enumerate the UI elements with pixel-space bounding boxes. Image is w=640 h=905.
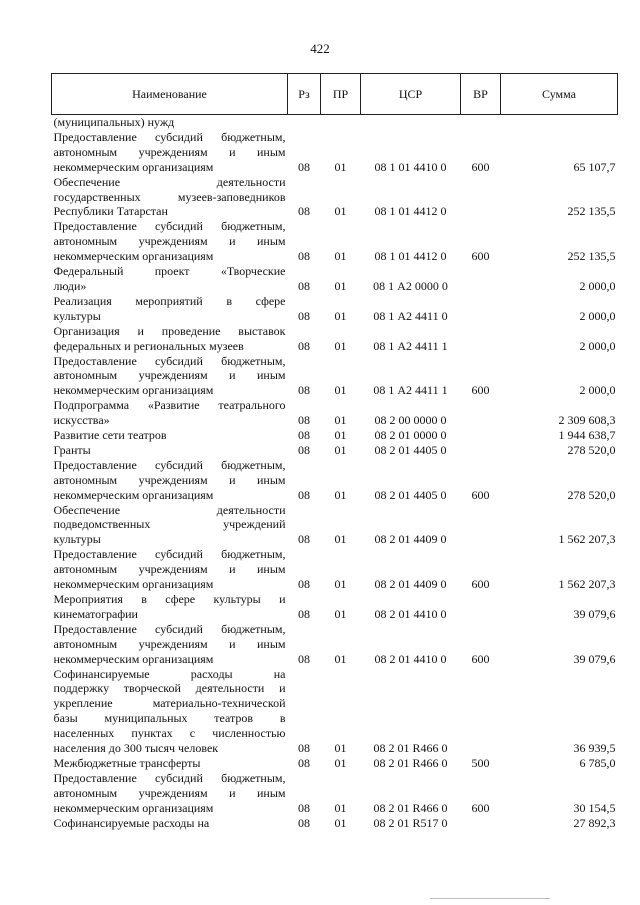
row-name: [52, 816, 288, 831]
row-sum: 278 520,0: [567, 487, 616, 502]
header-row: [52, 74, 618, 115]
row-name-line: Предоставление субсидий бюджетным,: [53, 129, 286, 144]
row-name-line: некоммерческим организациям: [53, 383, 214, 398]
table-row: [52, 130, 618, 175]
row-rz: 08: [298, 606, 310, 621]
row-vr: [461, 428, 501, 443]
row-name-line: искусства»: [53, 413, 110, 428]
row-sum: 1 944 638,7: [558, 428, 616, 443]
table-row: [52, 354, 618, 399]
row-rz: 08: [298, 651, 310, 666]
row-sum: 6 785,0: [579, 755, 616, 770]
table-row: [52, 219, 618, 264]
row-rz: 08: [298, 532, 310, 547]
row-name-line: Обеспечение деятельности: [53, 174, 286, 189]
row-pr: [321, 115, 361, 130]
row-name-line: Обеспечение деятельности: [53, 502, 286, 517]
row-name-line: Подпрограмма «Развитие театрального: [53, 398, 286, 413]
row-name: [52, 219, 288, 264]
row-name: [52, 130, 288, 175]
row-sum: 252 135,5: [567, 249, 616, 264]
row-pr: 01: [334, 428, 347, 443]
row-csr: 08 2 01 4405 0: [374, 487, 447, 502]
table-row: [52, 503, 618, 548]
table-row: [52, 622, 618, 667]
table-row: [52, 324, 618, 354]
row-name-line: некоммерческим организациям: [53, 249, 214, 264]
row-pr: 01: [334, 606, 347, 621]
row-name-line: Предоставление субсидий бюджетным,: [53, 621, 286, 636]
row-sum: [501, 115, 618, 130]
header-pr: ПР: [321, 74, 361, 115]
row-vr: 600: [471, 249, 490, 264]
row-rz: 08: [298, 413, 310, 428]
row-name-line: Федеральный проект «Творческие: [53, 264, 286, 279]
row-rz: 08: [298, 741, 310, 756]
row-name: [52, 264, 288, 294]
row-csr: 08 2 01 R517 0: [373, 815, 448, 830]
row-vr: 600: [471, 383, 490, 398]
row-pr: 01: [334, 755, 347, 770]
row-name-line: Межбюджетные трансферты: [53, 755, 201, 770]
row-name-line: населения до 300 тысяч человек: [53, 741, 219, 756]
row-name-line: кинематографии: [53, 606, 138, 621]
row-sum: 252 135,5: [567, 204, 616, 219]
row-pr: 01: [334, 577, 347, 592]
header-sum: Сумма: [501, 74, 618, 115]
row-pr: 01: [334, 800, 347, 815]
row-sum: 1 562 207,3: [558, 532, 616, 547]
row-sum: 39 079,6: [573, 606, 616, 621]
row-name-line: автономным учреждениям и иным: [53, 144, 286, 159]
row-name-line: Развитие сети театров: [53, 428, 167, 443]
row-name-line: (муниципальных) нужд: [53, 115, 175, 129]
header-csr: ЦСР: [361, 74, 461, 115]
row-name-line: Предоставление субсидий бюджетным,: [53, 219, 286, 234]
row-sum: 39 079,6: [573, 651, 616, 666]
row-csr: 08 1 01 4410 0: [374, 159, 447, 174]
row-pr: 01: [334, 651, 347, 666]
row-name-line: государственных музеев-заповедников: [53, 189, 286, 204]
row-name: [52, 324, 288, 354]
row-sum: 2 000,0: [579, 278, 616, 293]
table-row: [52, 115, 618, 130]
row-name: [52, 443, 288, 458]
row-name-line: федеральных и региональных музеев: [53, 338, 244, 353]
header-name: Наименование: [52, 74, 288, 115]
row-pr: 01: [334, 413, 347, 428]
row-rz: 08: [298, 815, 310, 830]
row-name: [52, 756, 288, 771]
row-csr: 08 2 01 R466 0: [373, 800, 448, 815]
table-row: [52, 458, 618, 503]
row-csr: 08 1 А2 0000 0: [373, 278, 448, 293]
row-vr: [461, 667, 501, 756]
row-vr: 600: [471, 159, 490, 174]
row-csr: 08 2 01 0000 0: [374, 428, 447, 443]
row-name-line: некоммерческим организациям: [53, 487, 214, 502]
table-body: [52, 115, 618, 831]
row-name-line: Республики Татарстан: [53, 204, 168, 219]
row-vr: [461, 115, 501, 130]
row-name-line: некоммерческим организациям: [53, 800, 214, 815]
row-sum: 2 309 608,3: [558, 413, 616, 428]
row-name-line: автономным учреждениям и иным: [53, 562, 286, 577]
row-csr: 08 2 01 4409 0: [374, 577, 447, 592]
row-rz: 08: [298, 278, 310, 293]
row-vr: [461, 264, 501, 294]
row-name-line: некоммерческим организациям: [53, 651, 214, 666]
row-name-line: Софинансируемые расходы на: [53, 815, 210, 830]
row-name: [52, 622, 288, 667]
row-sum: 36 939,5: [573, 741, 616, 756]
table-row: [52, 667, 618, 756]
row-rz: 08: [298, 159, 310, 174]
page-number: 422: [310, 41, 330, 56]
row-pr: 01: [334, 249, 347, 264]
row-name: [52, 503, 288, 548]
row-vr: [461, 816, 501, 831]
row-name: [52, 115, 288, 130]
row-csr: 08 1 01 4412 0: [374, 249, 447, 264]
row-pr: 01: [334, 487, 347, 502]
row-sum: 65 107,7: [573, 159, 616, 174]
row-name-line: укрепление материально-технической: [53, 696, 286, 711]
row-name: [52, 175, 288, 220]
row-pr: 01: [334, 278, 347, 293]
row-name-line: поддержку творческой деятельности и: [53, 681, 286, 696]
row-name-line: автономным учреждениям и иным: [53, 785, 286, 800]
row-name-line: Предоставление субсидий бюджетным,: [53, 353, 286, 368]
row-name: [52, 354, 288, 399]
row-name-line: Предоставление субсидий бюджетным,: [53, 457, 286, 472]
row-name: [52, 547, 288, 592]
row-csr: 08 2 01 4410 0: [374, 606, 447, 621]
row-pr: 01: [334, 159, 347, 174]
row-rz: [288, 115, 321, 130]
row-csr: 08 2 01 4410 0: [374, 651, 447, 666]
row-pr: 01: [334, 383, 347, 398]
row-name: [52, 398, 288, 428]
table-row: [52, 816, 618, 831]
table-row: [52, 175, 618, 220]
table-row: [52, 443, 618, 458]
row-csr: 08 1 А2 4411 1: [373, 338, 448, 353]
row-csr: 08 2 01 4405 0: [374, 442, 447, 457]
row-sum: 2 000,0: [579, 383, 616, 398]
row-rz: 08: [298, 249, 310, 264]
row-sum: 278 520,0: [567, 442, 616, 457]
row-name-line: Мероприятия в сфере культуры и: [53, 592, 286, 606]
row-sum: 27 892,3: [573, 815, 616, 830]
row-name: [52, 428, 288, 443]
row-name-line: Реализация мероприятий в сфере: [53, 293, 286, 308]
table-row: [52, 547, 618, 592]
row-name-line: Предоставление субсидий бюджетным,: [53, 770, 286, 785]
table-row: [52, 756, 618, 771]
row-name-line: Организация и проведение выставок: [53, 323, 286, 338]
table-row: [52, 294, 618, 324]
row-vr: [461, 503, 501, 548]
header-vr: ВР: [461, 74, 501, 115]
row-rz: 08: [298, 487, 310, 502]
row-vr: 600: [471, 577, 490, 592]
row-name-line: автономным учреждениям и иным: [53, 472, 286, 487]
footer-line: [430, 898, 550, 899]
row-name: [52, 458, 288, 503]
row-csr: 08 1 А2 4411 1: [373, 383, 448, 398]
row-rz: 08: [298, 308, 310, 323]
row-csr: 08 1 01 4412 0: [374, 204, 447, 219]
row-rz: 08: [298, 338, 310, 353]
table-row: [52, 398, 618, 428]
budget-table: [51, 73, 618, 831]
row-name-line: Предоставление субсидий бюджетным,: [53, 547, 286, 562]
row-rz: 08: [298, 755, 310, 770]
row-sum: 2 000,0: [579, 308, 616, 323]
row-vr: [461, 175, 501, 220]
row-pr: 01: [334, 442, 347, 457]
table-row: [52, 592, 618, 622]
row-sum: 1 562 207,3: [558, 577, 616, 592]
row-vr: 600: [471, 800, 490, 815]
row-vr: 500: [471, 755, 490, 770]
row-name: [52, 592, 288, 622]
row-pr: 01: [334, 532, 347, 547]
row-name-line: автономным учреждениям и иным: [53, 234, 286, 249]
row-sum: 2 000,0: [579, 338, 616, 353]
row-rz: 08: [298, 442, 310, 457]
row-vr: [461, 324, 501, 354]
row-name-line: некоммерческим организациям: [53, 159, 214, 174]
row-name-line: некоммерческим организациям: [53, 577, 214, 592]
row-vr: 600: [471, 487, 490, 502]
row-rz: 08: [298, 383, 310, 398]
row-vr: [461, 443, 501, 458]
row-pr: 01: [334, 338, 347, 353]
row-name-line: люди»: [53, 278, 87, 293]
table-row: [52, 428, 618, 443]
row-pr: 01: [334, 815, 347, 830]
row-csr: 08 1 А2 4411 0: [373, 308, 448, 323]
row-name-line: автономным учреждениям и иным: [53, 636, 286, 651]
table-row: [52, 771, 618, 816]
row-vr: [461, 592, 501, 622]
row-name-line: Софинансируемые расходы на: [53, 666, 286, 681]
row-vr: [461, 398, 501, 428]
row-csr: [361, 115, 461, 130]
row-pr: 01: [334, 308, 347, 323]
row-csr: 08 2 01 4409 0: [374, 532, 447, 547]
row-name-line: базы муниципальных театров в: [53, 711, 286, 726]
row-csr: 08 2 00 0000 0: [374, 413, 447, 428]
row-name: [52, 771, 288, 816]
row-rz: 08: [298, 204, 310, 219]
row-name-line: автономным учреждениям и иным: [53, 368, 286, 383]
row-pr: 01: [334, 204, 347, 219]
row-pr: 01: [334, 741, 347, 756]
row-name-line: культуры: [53, 308, 101, 323]
row-name: [52, 667, 288, 756]
row-name: [52, 294, 288, 324]
table-header: [52, 74, 618, 115]
row-name-line: подведомственных учреждений: [53, 517, 286, 532]
row-csr: 08 2 01 R466 0: [373, 755, 448, 770]
table-row: [52, 264, 618, 294]
row-name-line: культуры: [53, 532, 101, 547]
row-vr: 600: [471, 651, 490, 666]
row-name-line: населенных пунктах с численностью: [53, 726, 286, 741]
row-csr: 08 2 01 R466 0: [373, 741, 448, 756]
header-rz: Рз: [288, 74, 321, 115]
row-rz: 08: [298, 577, 310, 592]
row-name-line: Гранты: [53, 442, 91, 457]
row-rz: 08: [298, 800, 310, 815]
row-sum: 30 154,5: [573, 800, 616, 815]
row-vr: [461, 294, 501, 324]
row-rz: 08: [298, 428, 310, 443]
